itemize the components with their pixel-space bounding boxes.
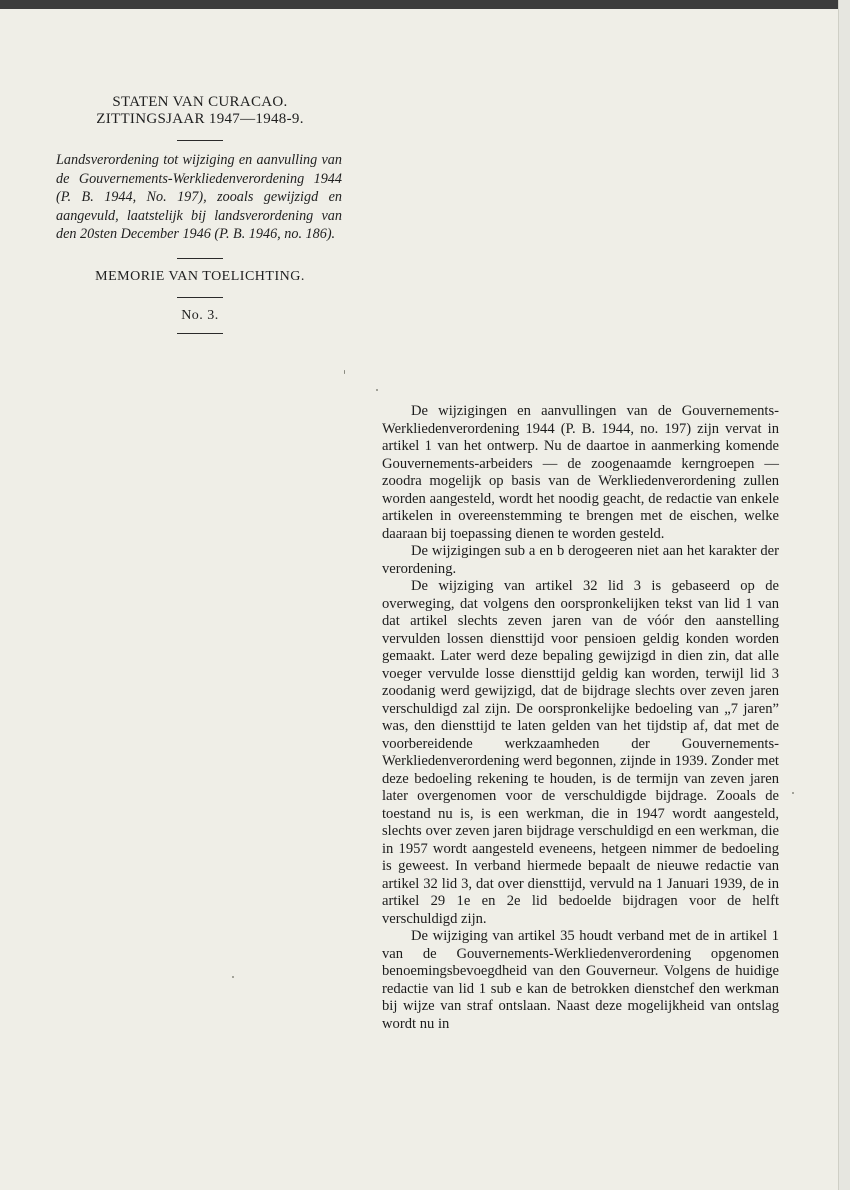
body-paragraph: De wijziging van artikel 35 houdt verband met de in artikel 1 van de Gouvernements-Werkliedenverordening opgenomen benoemingsbevoegdheid van den Gouverneur. Volgens de huidige redactie van lid 1 sub e kan de betrokken dienstchef den werkman bij wijze van straf ontslaan. Naast deze mogelijkheid van ontslag wordt nu in bbox=[382, 928, 779, 1032]
memorie-title: MEMORIE VAN TOELICHTING. bbox=[95, 268, 305, 284]
divider-rule bbox=[177, 258, 223, 259]
divider-rule bbox=[177, 140, 223, 141]
header-title: STATEN VAN CURACAO. bbox=[112, 94, 288, 110]
body-paragraph: De wijzigingen en aanvullingen van de Gouvernements-Werkliedenverordening 1944 (P. B. 1944, no. 197) zijn vervat in artikel 1 van het ontwerp. Nu de daartoe in aanmerking komende Gouvernements-arbeiders — de zoogenaamde kerngroepen — zoodra mogelijk op basis van de Werkliedenverordening zullen worden aangesteld, wordt het noodig geacht, de redactie van enkele artikelen in overeenstemming te brengen met de eischen, welke daaraan bij toepassing dienen te worden gesteld. bbox=[382, 403, 779, 542]
scan-speck bbox=[376, 389, 378, 391]
divider-rule bbox=[177, 333, 223, 334]
divider-rule bbox=[177, 297, 223, 298]
body-paragraph: De wijzigingen sub a en b derogeeren niet aan het karakter der verordening. bbox=[382, 543, 779, 577]
scan-top-edge bbox=[0, 0, 850, 9]
scan-speck bbox=[792, 792, 794, 794]
body-text bbox=[382, 403, 779, 1033]
ordinance-subject: Landsverordening tot wijziging en aanvulling van de Gouvernements-Werkliedenverordening 1944 (P. B. 1944, No. 197), zooals gewijzigd en aangevuld, laatstelijk bij landsverordening van den 20sten December 1946 (P. B. 1946, no. 186). bbox=[56, 152, 342, 243]
scan-right-edge bbox=[838, 0, 850, 1190]
scan-speck bbox=[232, 976, 234, 978]
body-paragraph: De wijziging van artikel 32 lid 3 is gebaseerd op de overweging, dat volgens den oorspronkelijken tekst van lid 1 van dat artikel slechts zeven jaren van de vóór den aanstelling vervulden lossen diensttijd voor pensioen geldig konden worden gemaakt. Later werd deze bepaling gewijzigd in dien zin, dat alle voeger vervulde losse diensttijd geldig kan worden, terwijl lid 3 zoodanig werd gewijzigd, dat de bijdrage slechts over zeven jaren verschuldigd zal zijn. De oorspronkelijke bedoeling van „7 jaren” was, den diensttijd te laten gelden van het tijdstip af, dat met de voorbereidende werkzaamheden der Gouvernements-Werkliedenverordening werd begonnen, zijnde in 1939. Zonder met deze bedoeling rekening te houden, is de termijn van zeven jaren later overgenomen voor de verschuldigde bijdrage. Zooals de toestand nu is, is een werkman, die in 1947 wordt aangesteld, slechts over zeven jaren bijdrage verschuldigd en een werkman, die in 1957 wordt aangesteld eveneens, hetgeen nimmer de bedoeling is geweest. In verband hiermede bepaalt de nieuwe redactie van artikel 32 lid 3, dat over diensttijd, vervuld na 1 Januari 1939, de in artikel 29 1e en 2e lid bedoelde bijdragen voor de helft verschuldigd zijn. bbox=[382, 578, 779, 927]
header-session-year: ZITTINGSJAAR 1947—1948-9. bbox=[96, 111, 304, 127]
left-column bbox=[50, 94, 350, 344]
document-number: No. 3. bbox=[181, 307, 219, 323]
scan-speck bbox=[344, 370, 345, 374]
